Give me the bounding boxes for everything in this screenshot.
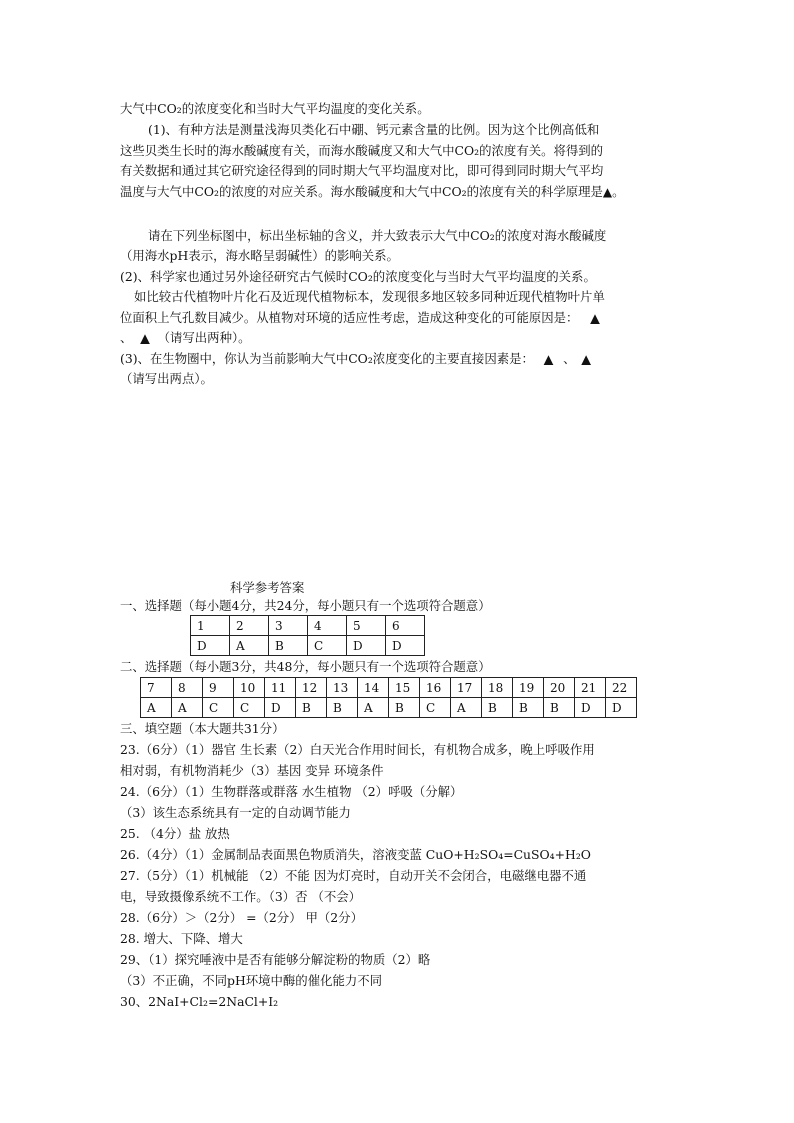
- answer-blank-triangle[interactable]: ▲: [581, 352, 591, 366]
- passage-line: 有关数据和通过其它研究途径得到的同时期大气平均温度对比，即可得到同时期大气平均: [120, 163, 604, 178]
- table-cell: C: [203, 698, 234, 718]
- table-cell: B: [513, 698, 544, 718]
- passage-text: 位面积上气孔数目减少。从植物对环境的适应性考虑，造成这种变化的可能原因是：: [120, 310, 579, 325]
- table-cell: B: [327, 698, 358, 718]
- answer-line: 30、2NaI+Cl₂=2NaCl+I₂: [120, 994, 279, 1009]
- answers-title: 科学参考答案: [230, 580, 305, 595]
- answer-line: （3）该生态系统具有一定的自动调节能力: [120, 805, 351, 820]
- table-row: [191, 636, 425, 656]
- table-cell: A: [358, 698, 389, 718]
- table-cell: B: [269, 636, 308, 656]
- table-cell: 9: [203, 678, 234, 698]
- table-cell: 6: [386, 616, 425, 636]
- table-cell: B: [544, 698, 575, 718]
- table-cell: B: [389, 698, 420, 718]
- table-cell: 17: [451, 678, 482, 698]
- answer-line: 相对弱，有机物消耗少（3）基因 变异 环境条件: [120, 763, 384, 778]
- table-cell: A: [230, 636, 269, 656]
- table-cell: 13: [327, 678, 358, 698]
- passage-line: （请写出两点）。: [120, 371, 213, 386]
- table-cell: 3: [269, 616, 308, 636]
- table-cell: B: [482, 698, 513, 718]
- answer-line: 26.（4分）（1）金属制品表面黑色物质消失，溶液变蓝 CuO+H₂SO₄=CuSO₄+H₂O: [120, 847, 591, 862]
- table-cell: D: [347, 636, 386, 656]
- table-row: [141, 698, 637, 718]
- answer-line: 电，导致摄像系统不工作。（3）否 （不会）: [120, 889, 362, 904]
- table-cell: 10: [234, 678, 265, 698]
- answer-table-2: [140, 677, 637, 718]
- answer-blank-triangle[interactable]: ▲: [140, 331, 150, 345]
- passage-line: (3)、在生物圈中，你认为当前影响大气中CO₂浓度变化的主要直接因素是： ▲ 、 ▲: [120, 351, 597, 367]
- table-cell: D: [575, 698, 606, 718]
- answer-line: 28.（6分）＞（2分） =（2分） 甲（2分）: [120, 910, 363, 925]
- table-cell: 19: [513, 678, 544, 698]
- passage-line: 这些贝类生长时的海水酸碱度有关，而海水酸碱度又和大气中CO₂的浓度有关。将得到的: [120, 143, 604, 158]
- table-cell: 8: [172, 678, 203, 698]
- section-heading: 一、选择题（每小题4分，共24分，每小题只有一个选项符合题意）: [120, 598, 491, 613]
- answer-line: （3）不正确，不同pH环境中酶的催化能力不同: [120, 973, 383, 988]
- table-cell: A: [141, 698, 172, 718]
- table-cell: 22: [606, 678, 637, 698]
- passage-text: 温度与大气中CO₂的浓度的对应关系。海水酸碱度和大气中CO₂的浓度有关的科学原理是: [120, 184, 603, 199]
- table-row: [141, 678, 637, 698]
- passage-line: 大气中CO₂的浓度变化和当时大气平均温度的变化关系。: [120, 101, 430, 116]
- table-cell: 21: [575, 678, 606, 698]
- table-cell: C: [420, 698, 451, 718]
- passage-line: (2)、科学家也通过另外途径研究古气候时CO₂的浓度变化与当时大气平均温度的关系。: [120, 269, 596, 284]
- table-cell: C: [308, 636, 347, 656]
- passage-line: 请在下列坐标图中，标出坐标轴的含义，并大致表示大气中CO₂的浓度对海水酸碱度: [148, 228, 607, 243]
- table-cell: 5: [347, 616, 386, 636]
- table-cell: 7: [141, 678, 172, 698]
- passage-line: 如比较古代植物叶片化石及近现代植物标本，发现很多地区较多同种近现代植物叶片单: [134, 289, 605, 304]
- passage-text: (3)、在生物圈中，你认为当前影响大气中CO₂浓度变化的主要直接因素是：: [120, 351, 534, 366]
- table-cell: D: [606, 698, 637, 718]
- passage-line: （用海水pH表示，海水略呈弱碱性）的影响关系。: [120, 248, 399, 263]
- answer-line: 29、（1）探究唾液中是否有能够分解淀粉的物质（2）略: [120, 952, 431, 967]
- answer-blank-triangle[interactable]: ▲: [543, 352, 554, 366]
- table-cell: 2: [230, 616, 269, 636]
- answer-line: 28. 增大、下降、增大: [120, 931, 243, 946]
- answer-table-1: [190, 615, 425, 656]
- passage-line: 温度与大气中CO₂的浓度的对应关系。海水酸碱度和大气中CO₂的浓度有关的科学原理是▲。: [120, 184, 625, 199]
- answer-line: 23.（6分）（1）器官 生长素（2）白天光合作用时间长，有机物合成多，晚上呼吸作用: [120, 742, 595, 757]
- table-cell: 15: [389, 678, 420, 698]
- table-cell: 16: [420, 678, 451, 698]
- answer-blank-triangle[interactable]: ▲: [590, 311, 600, 325]
- table-cell: 11: [265, 678, 296, 698]
- table-cell: 4: [308, 616, 347, 636]
- section-heading: 二、选择题（每小题3分，共48分，每小题只有一个选项符合题意）: [120, 659, 491, 674]
- table-cell: 20: [544, 678, 575, 698]
- table-cell: D: [191, 636, 230, 656]
- table-cell: D: [386, 636, 425, 656]
- table-cell: 14: [358, 678, 389, 698]
- table-cell: 1: [191, 616, 230, 636]
- answer-line: 25. （4分）盐 放热: [120, 826, 230, 841]
- passage-line: 、 ▲ （请写出两种）。: [120, 330, 251, 345]
- table-cell: 18: [482, 678, 513, 698]
- table-cell: 12: [296, 678, 327, 698]
- answer-line: 27.（5分）（1）机械能 （2）不能 因为灯亮时，自动开关不会闭合，电磁继电器不通: [120, 868, 587, 883]
- answer-blank-triangle[interactable]: ▲: [602, 185, 613, 199]
- table-cell: B: [296, 698, 327, 718]
- table-cell: D: [265, 698, 296, 718]
- table-row: [191, 616, 425, 636]
- section-heading: 三、填空题（本大题共31分）: [120, 721, 285, 736]
- table-cell: C: [234, 698, 265, 718]
- table-cell: A: [451, 698, 482, 718]
- answer-line: 24.（6分）（1）生物群落或群落 水生植物 （2）呼吸（分解）: [120, 784, 463, 799]
- table-cell: A: [172, 698, 203, 718]
- passage-line: (1)、有种方法是测量浅海贝类化石中硼、钙元素含量的比例。因为这个比例高低和: [148, 122, 600, 137]
- passage-line: [120, 310, 602, 326]
